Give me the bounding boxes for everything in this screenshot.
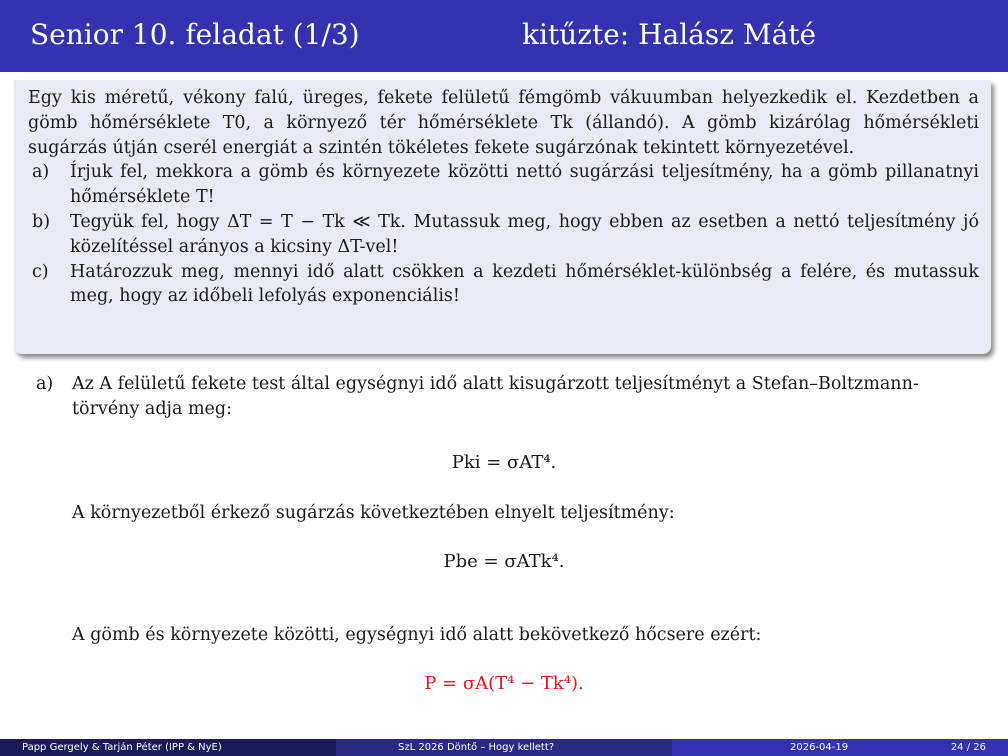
item-text: Tegyük fel, hogy ΔT = T − Tk ≪ Tk. Mutassuk meg, hogy ebben az esetben a nettó teljesítmény jó közelítéssel arányos a kicsiny ΔT-vel! xyxy=(70,211,979,257)
item-marker: b) xyxy=(32,211,51,232)
problem-statement-block xyxy=(14,80,991,354)
solution-text: Az A felületű fekete test által egységnyi idő alatt kisugárzott teljesítményt a Stefan–Boltzmann-törvény adja meg: xyxy=(72,374,919,419)
problem-intro: Egy kis méretű, vékony falú, üreges, fekete felületű fémgömb vákuumban helyezkedik el. Kezdetben a gömb hőmérséklete T0, a környező tér hőmérséklete Tk (állandó). A gömb kizárólag hőmérsékleti sugárzás útján cserél energiát a szintén tökéletes fekete sugárzónak tekintett környezetével. xyxy=(28,88,979,158)
heat-exchange-paragraph: A gömb és környezete közötti, egységnyi idő alatt bekövetkező hőcsere ezért: xyxy=(72,625,762,645)
equation-net-power: P = σA(T⁴ − Tk⁴). xyxy=(424,673,584,694)
footer-event: SzL 2026 Döntő – Hogy kellett? xyxy=(336,739,672,756)
item-text: Írjuk fel, mekkora a gömb és környezete közötti nettó sugárzási teljesítmény, ha a gömb pillanatnyi hőmérséklete T! xyxy=(70,162,979,208)
solution-part-a xyxy=(36,372,936,422)
slide-footer xyxy=(0,739,1008,756)
problem-item-a xyxy=(28,160,979,210)
equation-emitted-power: Pki = σAT⁴. xyxy=(451,452,557,473)
item-text: Határozzuk meg, mennyi idő alatt csökken a kezdeti hőmérséklet-különbség a felére, és mutassuk meg, hogy az időbeli lefolyás exponenciális! xyxy=(70,261,979,307)
footer-date: 2026-04-19 xyxy=(790,742,849,753)
item-marker: c) xyxy=(32,261,49,282)
absorbed-power-paragraph: A környezetből érkező sugárzás következtében elnyelt teljesítmény: xyxy=(72,503,675,523)
slide-title: Senior 10. feladat (1/3) xyxy=(30,18,360,51)
equation-absorbed-power: Pbe = σATk⁴. xyxy=(443,551,565,572)
solution-marker: a) xyxy=(36,374,54,394)
footer-right xyxy=(672,739,1008,756)
item-marker: a) xyxy=(32,162,50,183)
problem-item-list xyxy=(28,160,979,309)
problem-item-c xyxy=(28,260,979,310)
slide-author: kitűzte: Halász Máté xyxy=(522,18,817,51)
footer-authors: Papp Gergely & Tarján Péter (IPP & NyE) xyxy=(0,739,336,756)
slide-header xyxy=(0,0,1008,72)
footer-page-number: 24 / 26 xyxy=(950,742,986,753)
problem-item-b xyxy=(28,210,979,260)
